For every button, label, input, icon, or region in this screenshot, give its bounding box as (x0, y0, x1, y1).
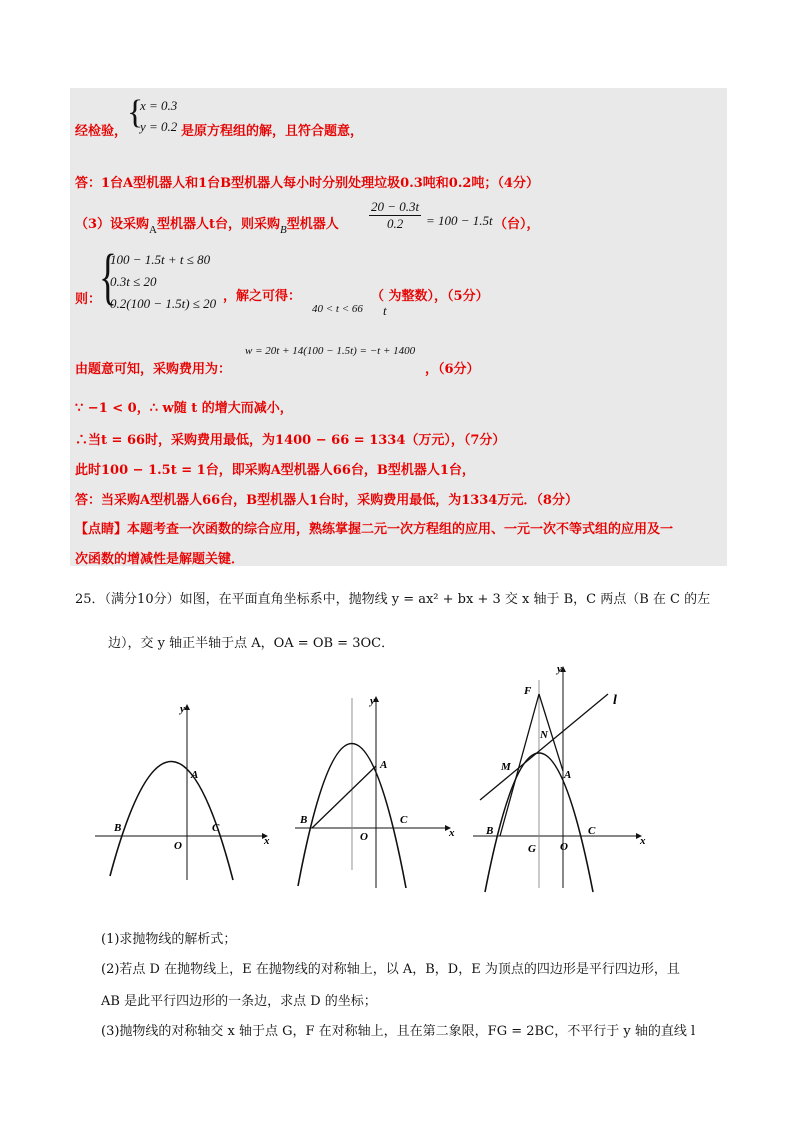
label-B: B (300, 814, 308, 826)
label-C: C (400, 814, 408, 826)
ineq-2: 0.3t ≤ 20 (110, 274, 157, 289)
question-1: (1)求抛物线的解析式； (101, 932, 237, 947)
at-this-line: 此时100 − 1.5t = 1台，即采购A型机器人66台，B型机器人1台， (75, 463, 475, 478)
label-l: l (613, 693, 617, 708)
part3-B: B (280, 224, 287, 236)
solve-range: 40 < t < 66 (312, 303, 363, 315)
part3-intro (75, 213, 339, 236)
label-B: B (114, 822, 122, 834)
part3-b: 型机器人t台，则采购 (157, 217, 281, 232)
question-2-line1: (2)若点 D 在抛物线上，E 在抛物线的对称轴上，以 A，B，D，E 为顶点的四边形是平行四边形，且 (101, 962, 680, 977)
label-A: A (380, 759, 388, 771)
system-brace-1: { (127, 94, 144, 131)
system-eq-x: x = 0.3 (140, 98, 178, 113)
label-O: O (360, 831, 368, 843)
problem25-line1: 25．（满分10分）如图，在平面直角坐标系中，抛物线 y = ax² + bx + 3 交 x 轴于 B，C 两点（B 在 C 的左 (75, 592, 711, 607)
problem25-line2: 边），交 y 轴正半轴于点 A，OA = OB = 3OC． (108, 636, 395, 651)
integer-var: t (383, 303, 387, 318)
label-A: A (191, 769, 199, 781)
check-suffix: 是原方程组的解，且符合题意， (181, 124, 364, 139)
ineq-3: 0.2(100 − 1.5t) ≤ 20 (110, 296, 217, 311)
part3-equation: = 100 − 1.5t (426, 213, 493, 228)
final-answer: 答：当采购A型机器人66台，B型机器人1台时，采购费用最低，为1334万元．（8分） (75, 493, 578, 508)
figure-1 (90, 700, 280, 890)
cost-label: 由题意可知，采购费用为： (75, 362, 232, 377)
system-eq-y: y = 0.2 (140, 119, 178, 134)
integer-note: （ 为整数），（5分） (371, 289, 489, 304)
fraction-numerator: 20 − 0.3t (371, 199, 420, 214)
cost-formula: w = 20t + 14(100 − 1.5t) = −t + 1400 (245, 345, 416, 357)
label-B: B (486, 825, 494, 837)
parabola (110, 761, 233, 880)
label-N: N (540, 729, 548, 741)
question-3: (3)抛物线的对称轴交 x 轴于点 G，F 在对称轴上，且在第二象限，FG = 2BC，不平行于 y 轴的直线 l (101, 1024, 696, 1039)
label-G: G (528, 843, 536, 855)
question-2-line2: AB 是此平行四边形的一条边，求点 D 的坐标； (101, 994, 377, 1009)
part3-a: （3）设采购 (75, 217, 150, 232)
comment-line-1: 【点睛】本题考查一次函数的综合应用，熟练掌握二元一次方程组的应用、一元一次不等式组的应用及一 (75, 522, 674, 537)
check-prefix: 经检验， (75, 124, 128, 139)
label-A: A (564, 769, 572, 781)
label-y: y (370, 695, 375, 707)
ineq-1: 100 − 1.5t + t ≤ 80 (110, 252, 211, 267)
y-axis-arrow (184, 704, 190, 710)
label-C: C (212, 822, 220, 834)
label-O: O (174, 840, 182, 852)
label-M: M (501, 761, 511, 773)
therefore-line: ∴当t = 66时，采购费用最低，为1400 − 66 = 1334（万元），（7分） (75, 433, 506, 448)
label-F: F (524, 685, 532, 697)
part3-unit: （台）， (494, 217, 540, 232)
label-x: x (640, 835, 646, 847)
system-brace-2: { (99, 243, 117, 311)
figure-3 (468, 660, 648, 895)
part3-c: 型机器人 (286, 217, 339, 232)
cost-score: ，（6分） (425, 362, 480, 377)
label-O: O (560, 841, 568, 853)
because-line: ∵ −1 < 0，∴ w随 t 的增大而减小， (75, 401, 293, 416)
part3-fraction (369, 199, 421, 232)
label-x: x (449, 827, 455, 839)
label-y: y (180, 703, 185, 715)
then-label: 则： (75, 292, 102, 307)
part3-A: A (149, 224, 157, 236)
answer-part2: 答：1台A型机器人和1台B型机器人每小时分别处理垃圾0.3吨和0.2吨；（4分） (75, 176, 539, 191)
comment-line-2: 次函数的增减性是解题关键． (75, 552, 245, 567)
label-C: C (588, 825, 596, 837)
label-y: y (557, 663, 562, 675)
solve-text: ，解之可得： (223, 289, 302, 304)
fraction-denominator: 0.2 (386, 216, 404, 231)
segment-AB (312, 766, 376, 828)
figure-2 (290, 688, 465, 893)
label-x: x (264, 835, 270, 847)
